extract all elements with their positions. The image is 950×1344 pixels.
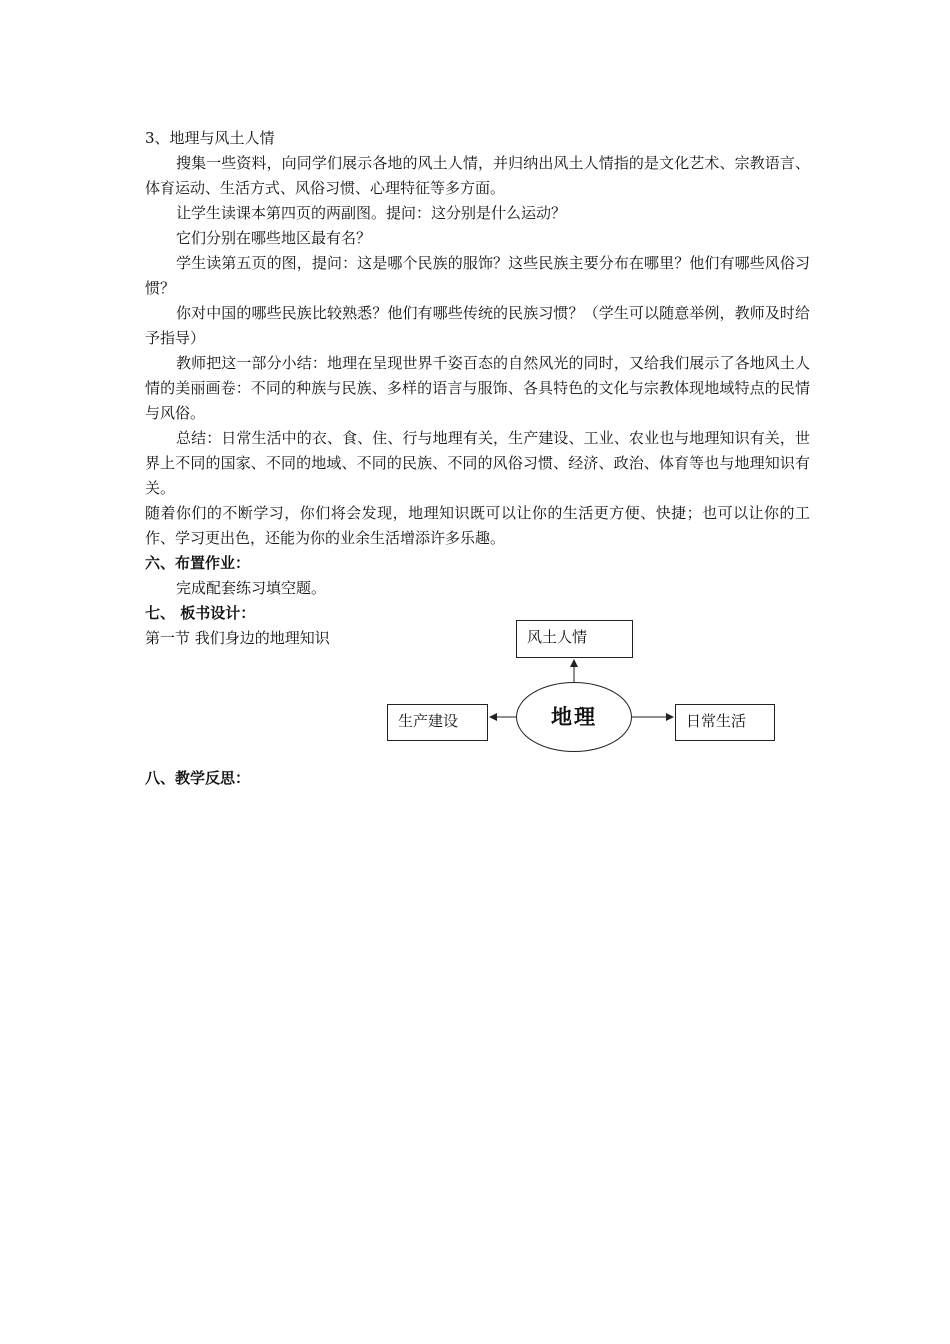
board-diagram [385, 620, 785, 750]
diagram-box-customs: 风土人情 [516, 620, 633, 658]
section-3-paragraph-7: 总结：日常生活中的衣、食、住、行与地理有关，生产建设、工业、农业也与地理知识有关，世界上不同的国家、不同的地域、不同的民族、不同的风俗习惯、经济、政治、体育等也与地理知识有关。 [145, 429, 810, 497]
diagram-center-geography: 地理 [516, 682, 632, 752]
section-6-text: 完成配套练习填空题。 [176, 579, 327, 597]
diagram-box-daily-life: 日常生活 [675, 704, 775, 741]
section-6-heading: 六、布置作业： [145, 554, 251, 572]
section-3-paragraph-4: 学生读第五页的图，提问：这是哪个民族的服饰？这些民族主要分布在哪里？他们有哪些风俗习惯？ [145, 254, 810, 297]
section-3-paragraph-8: 随着你们的不断学习，你们将会发现，地理知识既可以让你的生活更方便、快捷；也可以让你的工作、学习更出色，还能为你的业余生活增添许多乐趣。 [145, 504, 810, 547]
board-design [145, 626, 810, 786]
section-3-paragraph-1: 搜集一些资料，向同学们展示各地的风土人情，并归纳出风土人情指的是文化艺术、宗教语言、体育运动、生活方式、风俗习惯、心理特征等多方面。 [145, 154, 810, 197]
section-7-heading: 七、 板书设计： [145, 604, 256, 622]
diagram-box-production: 生产建设 [387, 704, 488, 741]
section-3-paragraph-2: 让学生读课本第四页的两副图。提问：这分别是什么运动？ [176, 204, 567, 222]
section-3-title: 3、地理与风土人情 [145, 129, 275, 147]
document-body [145, 126, 810, 791]
section-3-paragraph-6: 教师把这一部分小结：地理在呈现世界千姿百态的自然风光的同时，又给我们展示了各地风土人情的美丽画卷：不同的种族与民族、多样的语言与服饰、各具特色的文化与宗教体现地域特点的民情与风俗。 [145, 354, 810, 422]
board-title: 第一节 我们身边的地理知识 [145, 629, 330, 647]
section-8-heading: 八、教学反思： [145, 769, 251, 787]
section-3-paragraph-5: 你对中国的哪些民族比较熟悉？他们有哪些传统的民族习惯？（学生可以随意举例，教师及时给予指导） [145, 304, 810, 347]
section-3-paragraph-3: 它们分别在哪些地区最有名？ [176, 229, 372, 247]
